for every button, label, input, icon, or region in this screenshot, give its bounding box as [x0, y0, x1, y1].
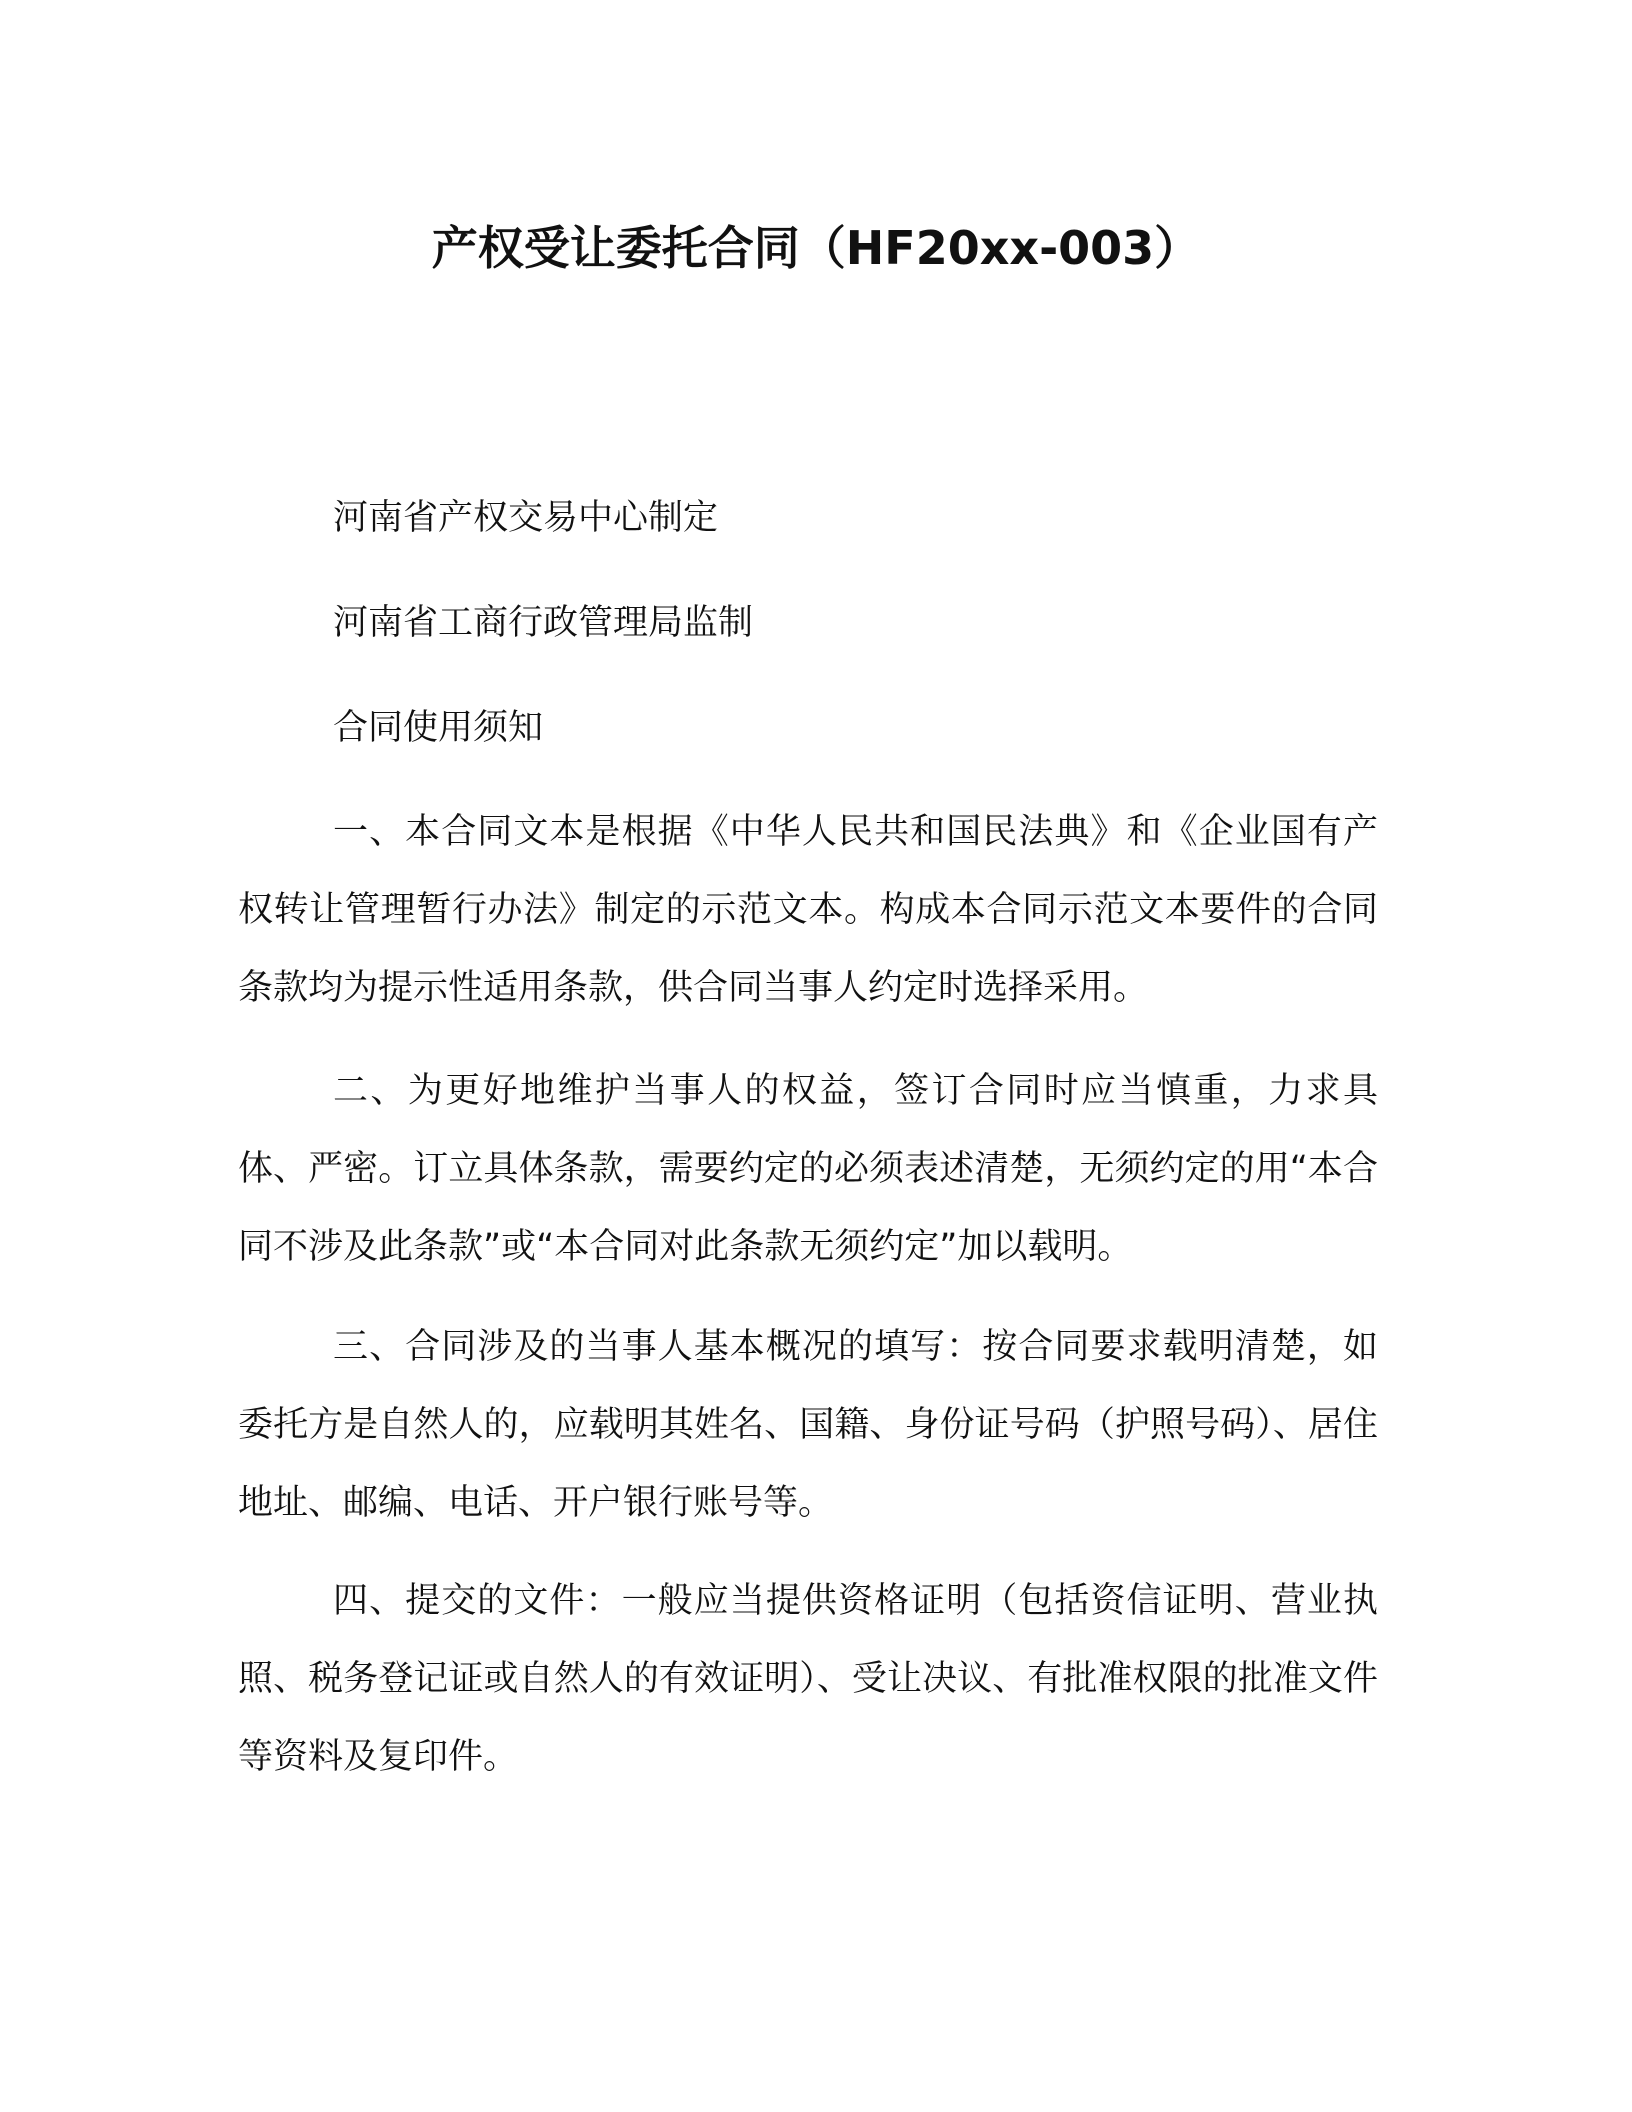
paragraph-2: 二、为更好地维护当事人的权益，签订合同时应当慎重，力求具体、严密。订立具体条款，需要约定的必须表述清楚，无须约定的用“本合同不涉及此条款”或“本合同对此条款无须约定”加以载明。: [238, 1071, 1378, 1267]
paragraph-1: 一、本合同文本是根据《中华人民共和国民法典》和《企业国有产权转让管理暂行办法》制定的示范文本。构成本合同示范文本要件的合同条款均为提示性适用条款，供合同当事人约定时选择采用。: [238, 812, 1378, 1008]
paragraph-4: 四、提交的文件：一般应当提供资格证明（包括资信证明、营业执照、税务登记证或自然人的有效证明）、受让决议、有批准权限的批准文件等资料及复印件。: [238, 1581, 1378, 1777]
paragraph-3: 三、合同涉及的当事人基本概况的填写：按合同要求载明清楚，如委托方是自然人的，应载明其姓名、国籍、身份证号码（护照号码）、居住地址、邮编、电话、开户银行账号等。: [238, 1327, 1378, 1523]
issuer-line-2: 河南省工商行政管理局监制: [333, 603, 754, 643]
issuer-line-1: 河南省产权交易中心制定: [333, 498, 719, 538]
notice-heading: 合同使用须知: [333, 708, 544, 748]
document-title: 产权受让委托合同（HF20xx-003）: [431, 221, 1201, 275]
